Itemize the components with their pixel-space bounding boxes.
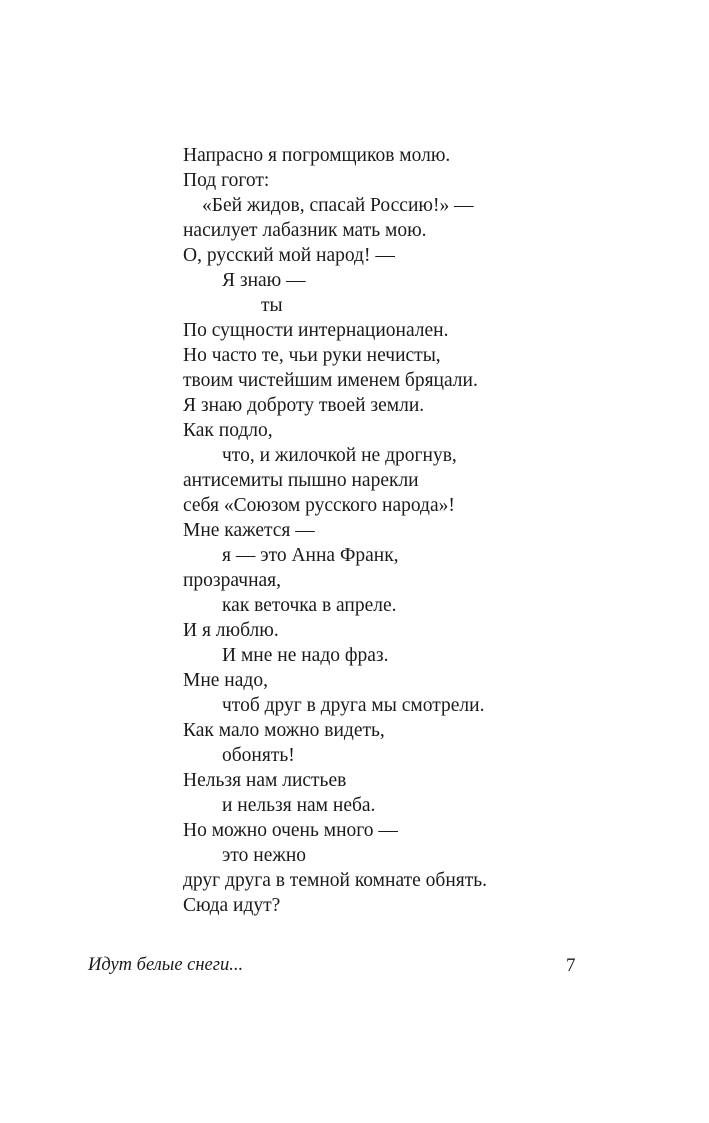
poem-line: это нежно bbox=[222, 845, 307, 866]
poem-line: я — это Анна Франк, bbox=[222, 545, 399, 566]
poem-line: и нельзя нам неба. bbox=[222, 795, 376, 816]
poem-line: обонять! bbox=[222, 745, 295, 766]
poem-line: Нельзя нам листьев bbox=[183, 770, 347, 791]
poem-line: как веточка в апреле. bbox=[222, 595, 397, 616]
poem-line: По сущности интернационален. bbox=[183, 320, 449, 341]
poem-line: Мне надо, bbox=[183, 670, 268, 691]
poem-text bbox=[183, 143, 603, 918]
poem-line: прозрачная, bbox=[183, 570, 282, 591]
running-title: Идут белые снеги... bbox=[88, 955, 244, 975]
poem-line: Как мало можно видеть, bbox=[183, 720, 385, 741]
poem-line: Я знаю — bbox=[222, 270, 306, 291]
poem-line: Мне кажется — bbox=[183, 520, 315, 541]
poem-line: Но часто те, чьи руки нечисты, bbox=[183, 345, 441, 366]
poem-line: Как подло, bbox=[183, 420, 273, 441]
poem-line: насилует лабазник мать мою. bbox=[183, 220, 427, 241]
poem-line: Под гогот: bbox=[183, 170, 270, 191]
poem-line: антисемиты пышно нарекли bbox=[183, 470, 419, 491]
poem-line: О, русский мой народ! — bbox=[183, 245, 395, 266]
poem-line: Сюда идут? bbox=[183, 895, 281, 916]
poem-line: ты bbox=[261, 295, 283, 316]
poem-line: что, и жилочкой не дрогнув, bbox=[222, 445, 457, 466]
poem-line: И мне не надо фраз. bbox=[222, 645, 389, 666]
poem-line: друг друга в темной комнате обнять. bbox=[183, 870, 488, 891]
poem-line: «Бей жидов, спасай Россию!» — bbox=[202, 195, 474, 216]
poem-line: Я знаю доброту твоей земли. bbox=[183, 395, 425, 416]
poem-line: чтоб друг в друга мы смотрели. bbox=[222, 695, 485, 716]
page-number: 7 bbox=[566, 955, 576, 976]
poem-line: Но можно очень много — bbox=[183, 820, 398, 841]
poem-line: твоим чистейшим именем бряцали. bbox=[183, 370, 478, 391]
poem-line: Напрасно я погромщиков молю. bbox=[183, 145, 451, 166]
poem-line: И я люблю. bbox=[183, 620, 279, 641]
poem-line: себя «Союзом русского народа»! bbox=[183, 495, 455, 516]
